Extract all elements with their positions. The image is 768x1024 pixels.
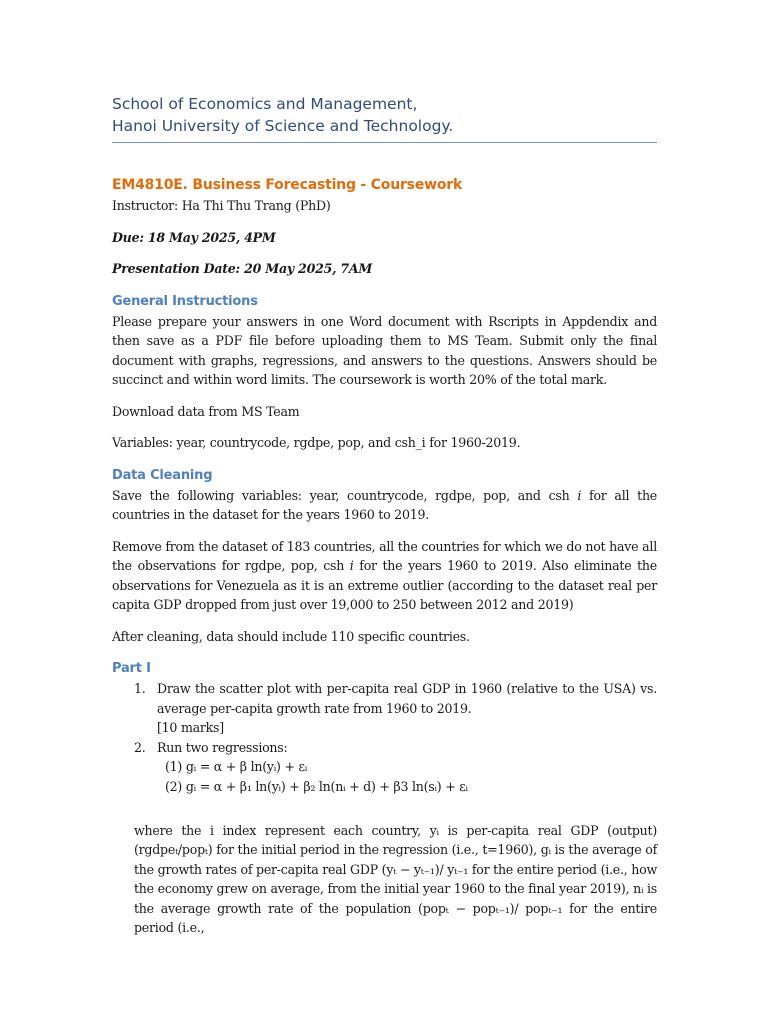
institution-header [112, 93, 657, 137]
regression-equation-1: (1) gᵢ = α + β ln(yᵢ) + εᵢ [165, 759, 308, 774]
download-line: Download data from MS Team [112, 403, 300, 419]
list-item [112, 738, 657, 758]
cleaning-paragraph-remove: Remove from the dataset of 183 countries, all the countries for which we do not have all the observations for rgdpe, pop, csh i for the years 1960 to 2019. Also eliminate the observations for Venezuela as it is an extreme outlier (according to the dataset real per capita GDP dropped from just over 19,000 to 250 between 2012 and 2019) [112, 538, 657, 612]
cleaning-paragraph-save: Save the following variables: year, countrycode, rgdpe, pop, and csh i for all the countries in the dataset for the years 1960 to 2019. [112, 487, 658, 522]
instructor-line: Instructor: Ha Thi Thu Trang (PhD) [112, 198, 331, 213]
heading-part-1: Part I [112, 661, 151, 676]
due-date: Due: 18 May 2025, 4PM [112, 229, 276, 245]
list-item-text: Draw the scatter plot with per-capita real GDP in 1960 (relative to the USA) vs. average per-capita growth rate from 1960 to 2019. [157, 681, 657, 716]
general-instructions-paragraph: Please prepare your answers in one Word document with Rscripts in Appdendix and then save as a PDF file before uploading them to MS Team. Submit only the final document with graphs, regressions, and answers to the questions. Answers should be succinct and within word limits. The coursework is worth 20% of the total mark. [112, 313, 657, 387]
heading-data-cleaning: Data Cleaning [112, 467, 213, 483]
part-1-list [112, 679, 657, 796]
list-item-number: 2. [134, 739, 146, 755]
header-line-university: Hanoi University of Science and Technology. [112, 117, 454, 135]
course-title: EM4810E. Business Forecasting - Coursework [112, 177, 463, 193]
list-item-number: 1. [134, 681, 146, 696]
where-paragraph: where the i index represent each country, yᵢ is per-capita real GDP (output) (rgdpeₜ/popₜ) for the initial period in the regression (i.e., t=1960), gᵢ is the average of the growth rates of per-capita real GDP (yₜ − yₜ₋₁)/ yₜ₋₁ for the entire period (i.e., how the economy grew on average, from the initial year 1960 to the final year 2019), nᵢ is the average growth rate of the population (popₜ − popₜ₋₁)/ popₜ₋₁ for the entire period (i.e., [134, 822, 657, 936]
cleaning-paragraph-result: After cleaning, data should include 110 specific countries. [112, 628, 470, 644]
heading-general-instructions: General Instructions [112, 293, 258, 309]
document-body [112, 175, 657, 950]
list-item [112, 679, 657, 738]
list-item-text: Run two regressions: [157, 739, 288, 755]
header-line-school: School of Economics and Management, [112, 95, 418, 113]
header-divider [112, 142, 657, 143]
presentation-date: Presentation Date: 20 May 2025, 7AM [112, 261, 373, 276]
variables-line: Variables: year, countrycode, rgdpe, pop, and csh_i for 1960-2019. [112, 435, 521, 450]
regression-equation-2: (2) gᵢ = α + β₁ ln(yᵢ) + β₂ ln(nᵢ + d) + β3 ln(sᵢ) + εᵢ [165, 778, 468, 794]
list-item-marks: [10 marks] [157, 720, 224, 735]
